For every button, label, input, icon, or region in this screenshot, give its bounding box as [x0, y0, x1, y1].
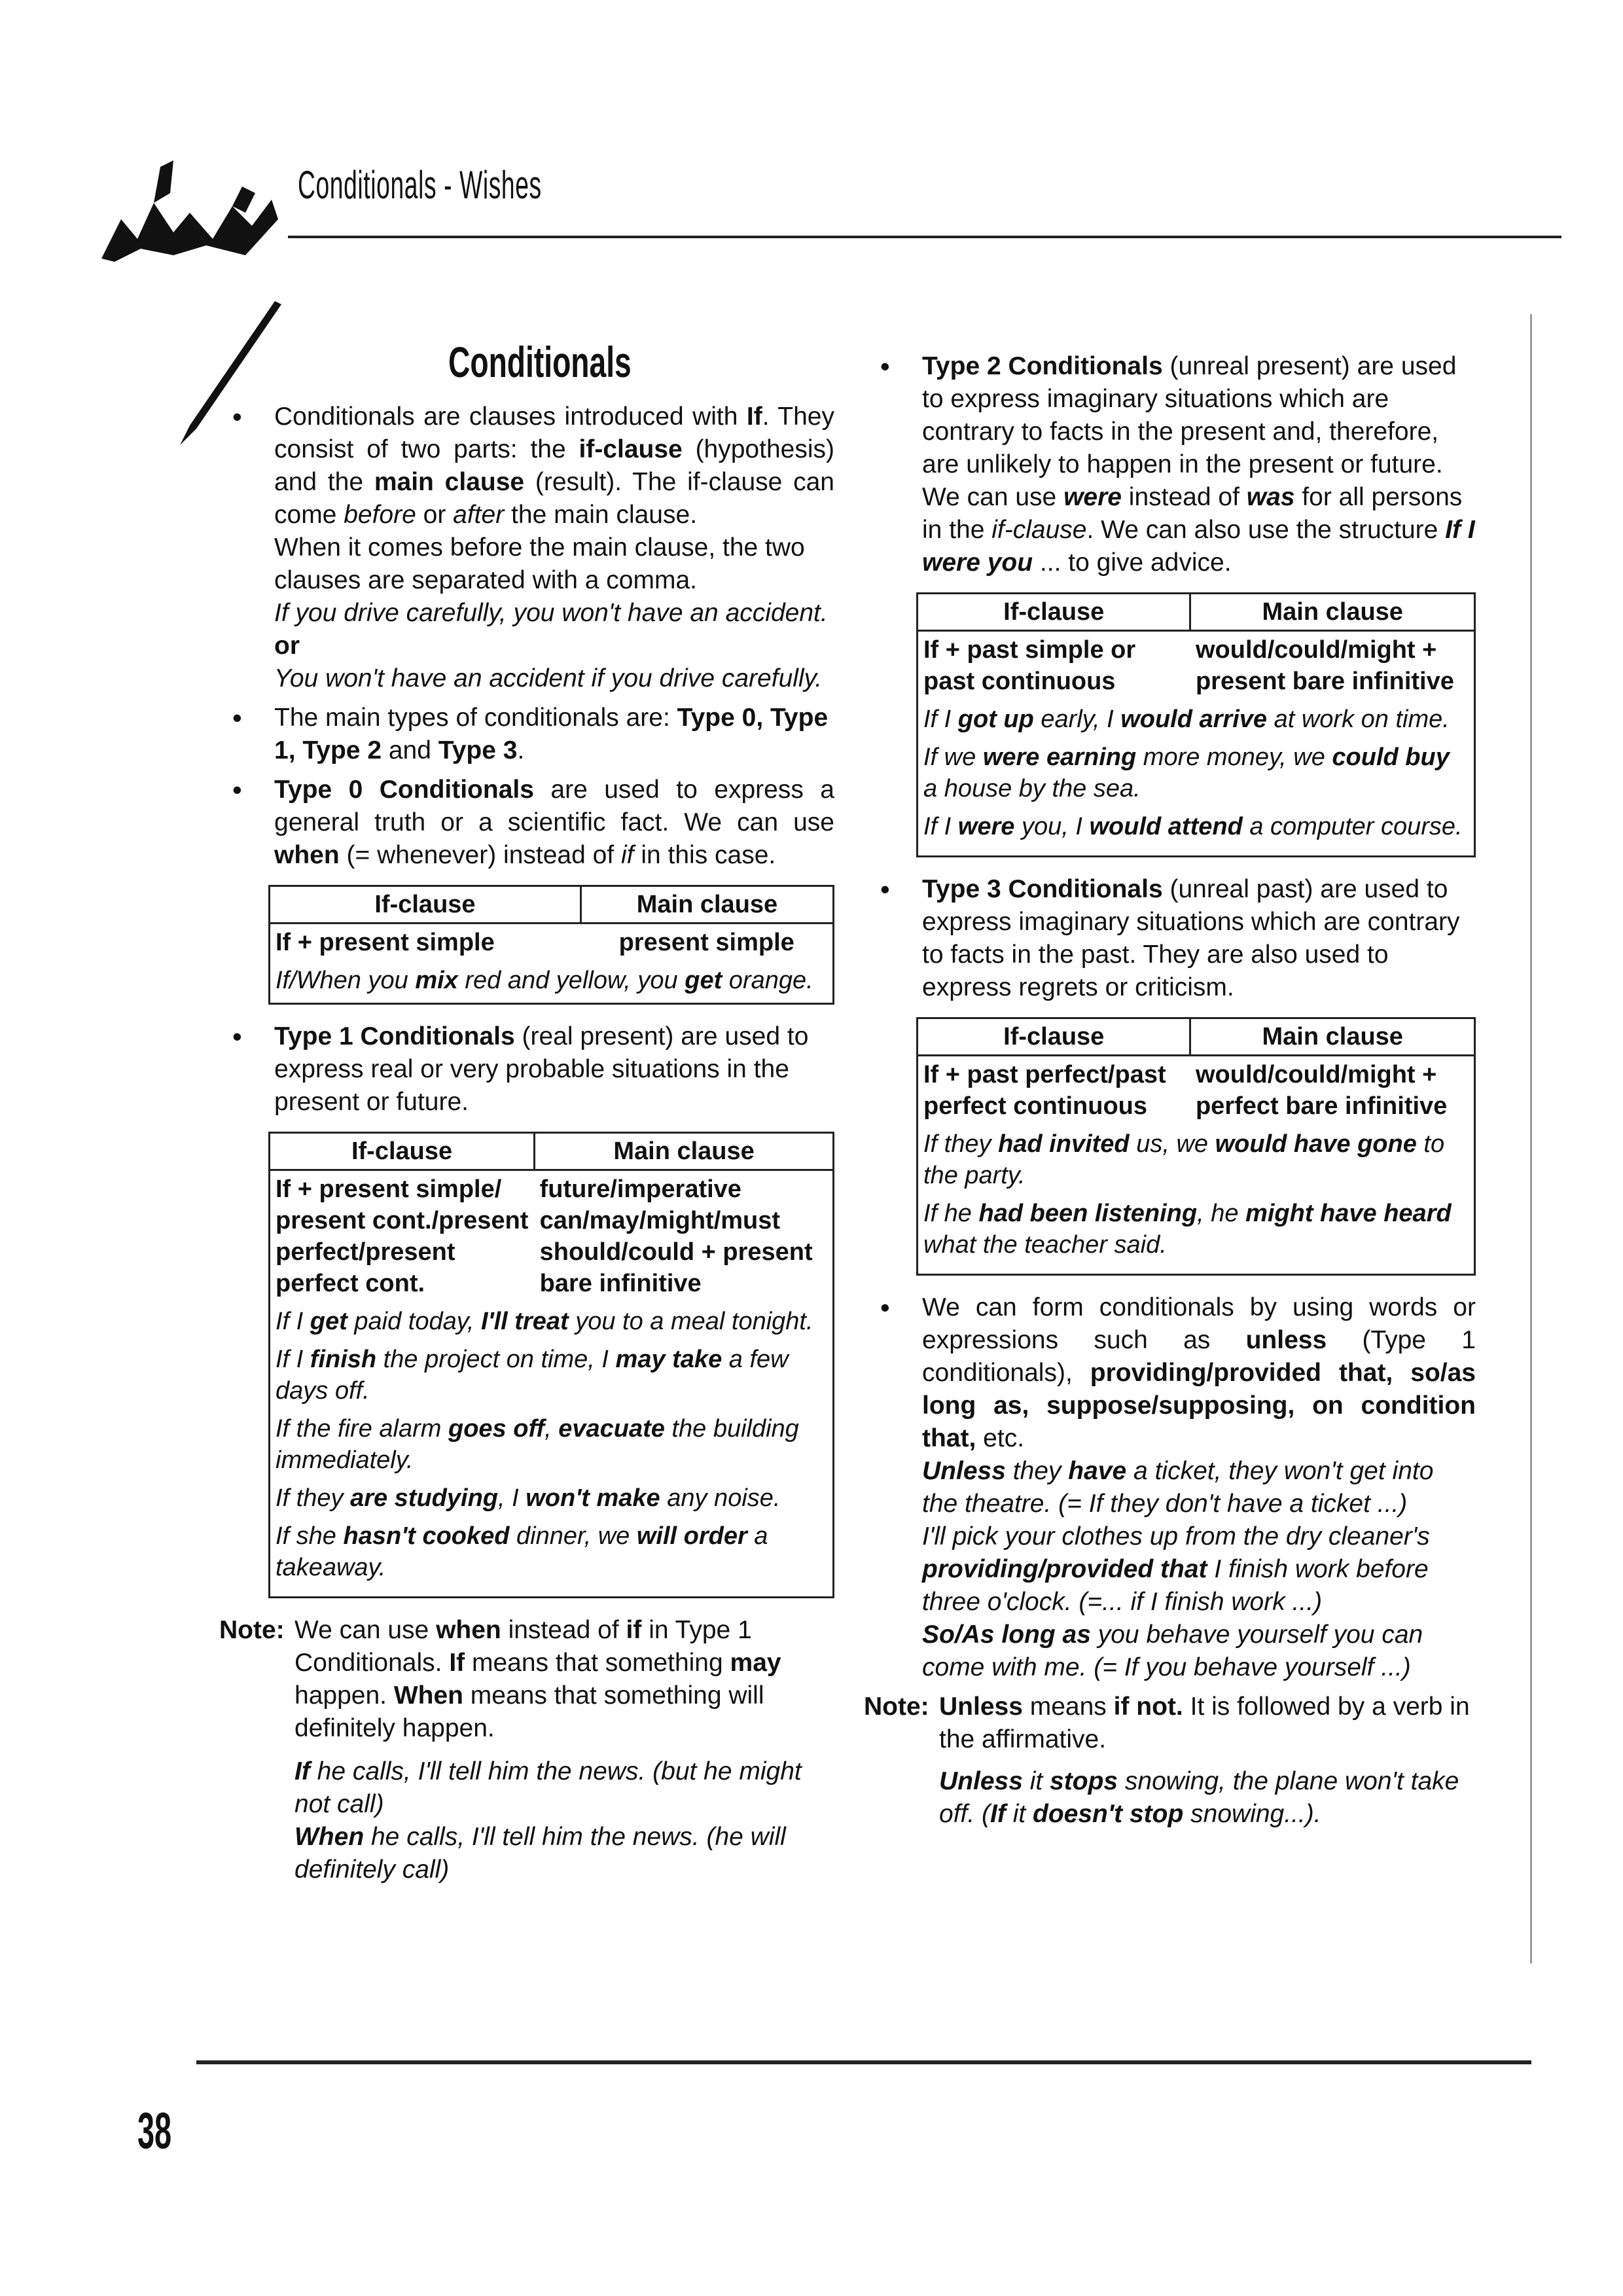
unless-note: Note: Unless means if not. It is followed by a verb in the affirmative. Unless it stops snowing, the plane won't take off. (If it doesn't stop snowing...).	[864, 1693, 1470, 1828]
intro-bullet: • Conditionals are clauses introduced with If. They consist of two parts: the if-clause (hypothesis) and the main clause (result). The if-clause can come before or after the main clause. When it comes before the main clause, the two clauses are separated with a comma. If you drive carefully, you won't have an accident. or You won't have an accident if you drive carefully.	[232, 401, 834, 695]
types-bullet: • The main types of conditionals are: Type 0, Type 1, Type 2 and Type 3.	[232, 702, 834, 767]
left-column	[219, 401, 834, 1886]
type1-note: Note: We can use when instead of if in Type 1 Conditionals. If means that something may happen. When means that something will definitely happen. If he calls, I'll tell him the news. (but he might not call) When he calls, I'll tell him the news. (he will definitely call)	[219, 1616, 802, 1884]
type0-bullet: • Type 0 Conditionals are used to express a general truth or a scientific fact. We can use when (= whenever) instead of if in this case.	[232, 774, 834, 872]
section-title: Conditionals - Wishes	[298, 163, 542, 207]
footer-rule	[196, 2060, 1531, 2064]
type2-table: If-clause Main clause If + past simple or past continuous would/could/might + present bare infinitive If I got up early, I would arrive at work on time. If we were earning more money, we could buy a house by the sea. If I were you, I would attend a computer course.	[916, 592, 1476, 857]
page-number: 38	[137, 2102, 172, 2159]
page-title: Conditionals	[448, 338, 632, 386]
type1-bullet: • Type 1 Conditionals (real present) are used to express real or very probable situations in the present or future.	[232, 1020, 834, 1119]
type3-table: If-clause Main clause If + past perfect/past perfect continuous would/could/might + perfect bare infinitive If they had invited us, we would have gone to the party. If he had been listening, he might have heard what the teacher said.	[916, 1017, 1476, 1276]
column-rule	[1530, 314, 1532, 1964]
type1-table: If-clause Main clause If + present simple/ present cont./present perfect/present perfect cont. future/imperative can/may/might/must should/could + present bare infinitive If I get paid today, I'll treat you to a meal tonight. If I finish the project on time, I may take a few days off. If the fire alarm goes off, evacuate the building immediately. If they are studying, I won't make any noise. If she hasn't cooked dinner, we will order a takeaway.	[268, 1132, 834, 1598]
type0-table: If-clause Main clause If + present simple present simple If/When you mix red and yellow, you get orange.	[268, 885, 834, 1005]
header-ornament	[75, 141, 285, 265]
type3-bullet: • Type 3 Conditionals (unreal past) are used to express imaginary situations which are contrary to facts in the past. They are also used to express regrets or criticism.	[880, 873, 1476, 1004]
type2-bullet: • Type 2 Conditionals (unreal present) are used to express imaginary situations which are contrary to facts in the present and, therefore, are unlikely to happen in the present or future. We can use were instead of was for all persons in the if-clause. We can also use the structure If I were you ... to give advice.	[880, 350, 1476, 579]
header-rule	[288, 236, 1561, 238]
right-column	[864, 350, 1476, 1831]
words-bullet: • We can form conditionals by using words or expressions such as unless (Type 1 conditionals), providing/provided that, so/as long as, suppose/supposing, on condition that, etc. Unless they have a ticket, they won't get into the theatre. (= If they don't have a ticket ...) I'll pick your clothes up from the dry cleaner's providing/provided that I finish work before three o'clock. (=... if I finish work ...) So/As long as you behave yourself you can come with me. (= If you behave yourself ...)	[880, 1291, 1476, 1684]
